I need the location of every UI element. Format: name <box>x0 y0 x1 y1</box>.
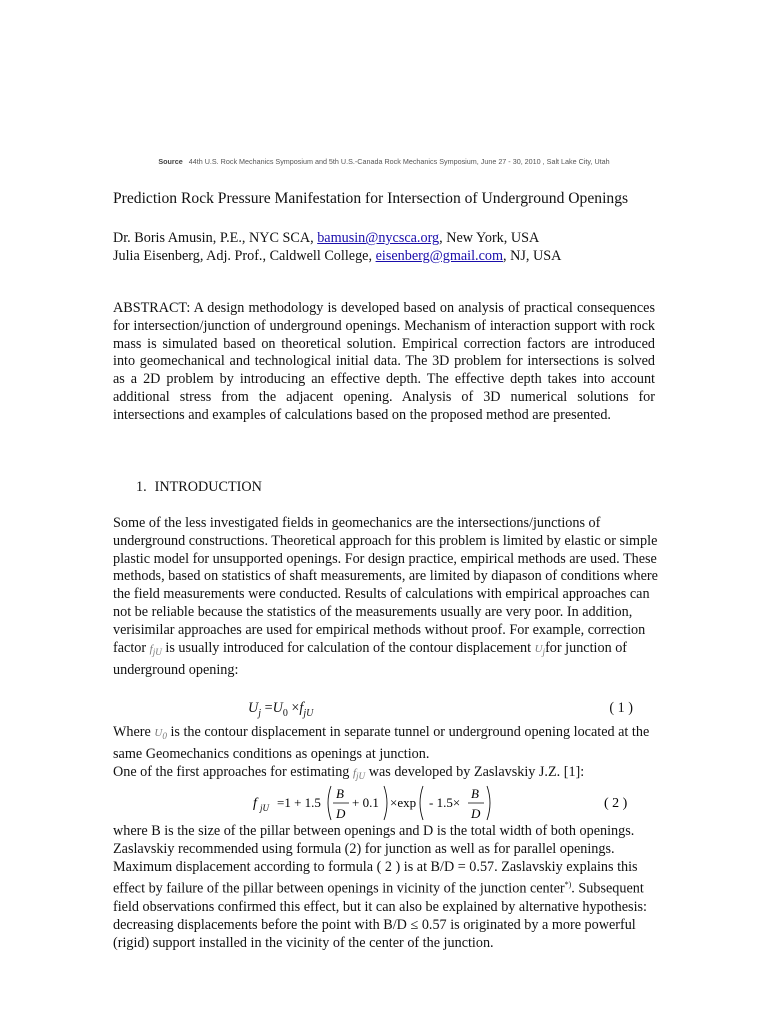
para2-text-1: is the contour displacement in separate tunnel or underground opening located at the same Geomechanics conditions as openings at junction. <box>113 724 650 762</box>
source-label: Source <box>158 157 183 166</box>
equation-2-number: ( 2 ) <box>604 796 628 811</box>
eq2-b-2: B <box>471 786 479 801</box>
eq2-minus: - 1.5× <box>429 795 461 810</box>
author-2-email-link[interactable]: eisenberg@gmail.com <box>375 248 504 264</box>
eq2-equals-part: =1 + 1.5 <box>277 795 321 810</box>
equation-2 <box>253 780 633 826</box>
paper-title: Prediction Rock Pressure Manifestation for Intersection of Underground Openings <box>113 190 629 207</box>
eq1-f: f <box>299 700 304 716</box>
para3-text-2: . Subsequent field observations confirmed this effect, but it can also be explained by alternative hypothesis: decreasing displacements before the point with B/D <box>113 881 647 933</box>
eq1-u0-sub: 0 <box>282 707 288 719</box>
section-title: INTRODUCTION <box>154 479 262 495</box>
inline-symbol-fju: $f_{jU}$ <box>149 642 162 657</box>
eq1-f-sub: jU <box>303 707 314 719</box>
eq1-lhs: U <box>248 700 259 716</box>
inline-symbol-uj: $U_j$ <box>534 642 546 657</box>
equation-1 <box>248 700 633 719</box>
intro-text-3: for junction of underground opening: <box>113 639 628 678</box>
inline-symbol-u0: $U_0$ <box>154 727 167 742</box>
author-2-name: Julia Eisenberg, Adj. Prof., Caldwell College, <box>113 248 376 264</box>
section-number: 1. <box>136 479 147 495</box>
authors-block <box>113 229 673 265</box>
eq2-plus: + 0.1 <box>352 795 379 810</box>
eq2-d-2: D <box>471 806 481 821</box>
eq2-f-sub: jU <box>260 803 269 813</box>
paragraph-3 <box>113 823 658 952</box>
eq2-d-1: D <box>336 806 346 821</box>
para3-text-3: 0.57 is originated by a more powerful (rigid) support installed in the vicinity of the center of the junction. <box>113 916 636 951</box>
eq1-times: × <box>291 700 300 716</box>
eq2-b-1: B <box>336 786 344 801</box>
intro-text-1: Some of the less investigated fields in geomechanics are the intersections/junctions of underground constructions. Theoretical approach for this problem is limited by elastic or simple plastic model for unsupported openings. For design practice, empirical methods are used. These methods, based on statistics of shaft measurements, are limited by diapason of conditions where the field measurements were conducted. Results of calculations with empirical approaches can not be reliable because the statistics of the measurements usually are very poor. In addition, verisimilar approaches are used for empirical methods without proof. For example, correction factor <box>113 515 658 656</box>
intro-text-2: is usually introduced for calculation of the contour displacement <box>165 639 532 656</box>
eq2-lparen-1 <box>328 786 331 820</box>
eq1-equals: = <box>264 700 273 716</box>
eq2-times-exp: ×exp <box>390 795 417 810</box>
equation-2-graphic <box>253 780 633 826</box>
inline-symbol-fju-2: $f_{jU}$ <box>352 766 366 781</box>
eq2-f: f <box>253 796 257 811</box>
intro-paragraph <box>113 515 658 679</box>
author-2-location: , NJ, USA <box>503 248 562 264</box>
section-heading <box>136 479 262 496</box>
source-line <box>0 157 768 166</box>
source-text: 44th U.S. Rock Mechanics Symposium and 5th U.S.-Canada Rock Mechanics Symposium, June 27 - 30, 2010 , Salt Lake City, Utah <box>188 157 610 166</box>
eq1-lhs-sub: j <box>258 707 262 719</box>
para2-text-2: One of the first approaches for estimating <box>113 763 350 780</box>
para3-footnote-mark: *) <box>564 880 572 890</box>
author-1-name: Dr. Boris Amusin, P.E., NYC SCA, <box>113 230 318 246</box>
eq2-rparen-1 <box>384 786 387 820</box>
para3-le-symbol: ≤ <box>410 916 419 933</box>
author-line-1 <box>113 229 673 247</box>
author-1-location: , New York, USA <box>439 230 540 246</box>
eq2-lparen-2 <box>420 786 423 820</box>
para2-where: Where <box>113 724 151 740</box>
para2-text-3: was developed by Zaslavskiy J.Z. [1]: <box>368 763 585 780</box>
abstract-paragraph: ABSTRACT: A design methodology is developed based on analysis of practical consequences for intersection/junction of underground openings. Mechanism of interaction support with rock mass is simulated based on theoretical solution. Empirical correction factors are introduced into geomechanical and technological initial data. The 3D problem for intersections is solved as a 2D problem by introducing an effective depth. The effective depth takes into account additional stress from the adjacent opening. Analysis of 3D numerical solutions for intersections and examples of calculations based on the proposed method are presented. <box>113 300 655 423</box>
author-1-email-link[interactable]: bamusin@nycsca.org <box>317 230 440 246</box>
eq2-rparen-2 <box>487 786 490 820</box>
eq1-u0: U <box>272 700 283 716</box>
author-line-2 <box>113 247 673 265</box>
equation-1-number: ( 1 ) <box>609 700 633 716</box>
paragraph-2 <box>113 724 658 786</box>
para3-text-1: where B is the size of the pillar between openings and D is the total width of both openings. Zaslavskiy recommended using formula (2) for junction as well as for parallel openings. Maximum displacement according to formula ( 2 ) is at B/D = 0.57. Zaslavskiy explains this effect by failure of the pillar between openings in vicinity of the junction center <box>113 823 638 898</box>
